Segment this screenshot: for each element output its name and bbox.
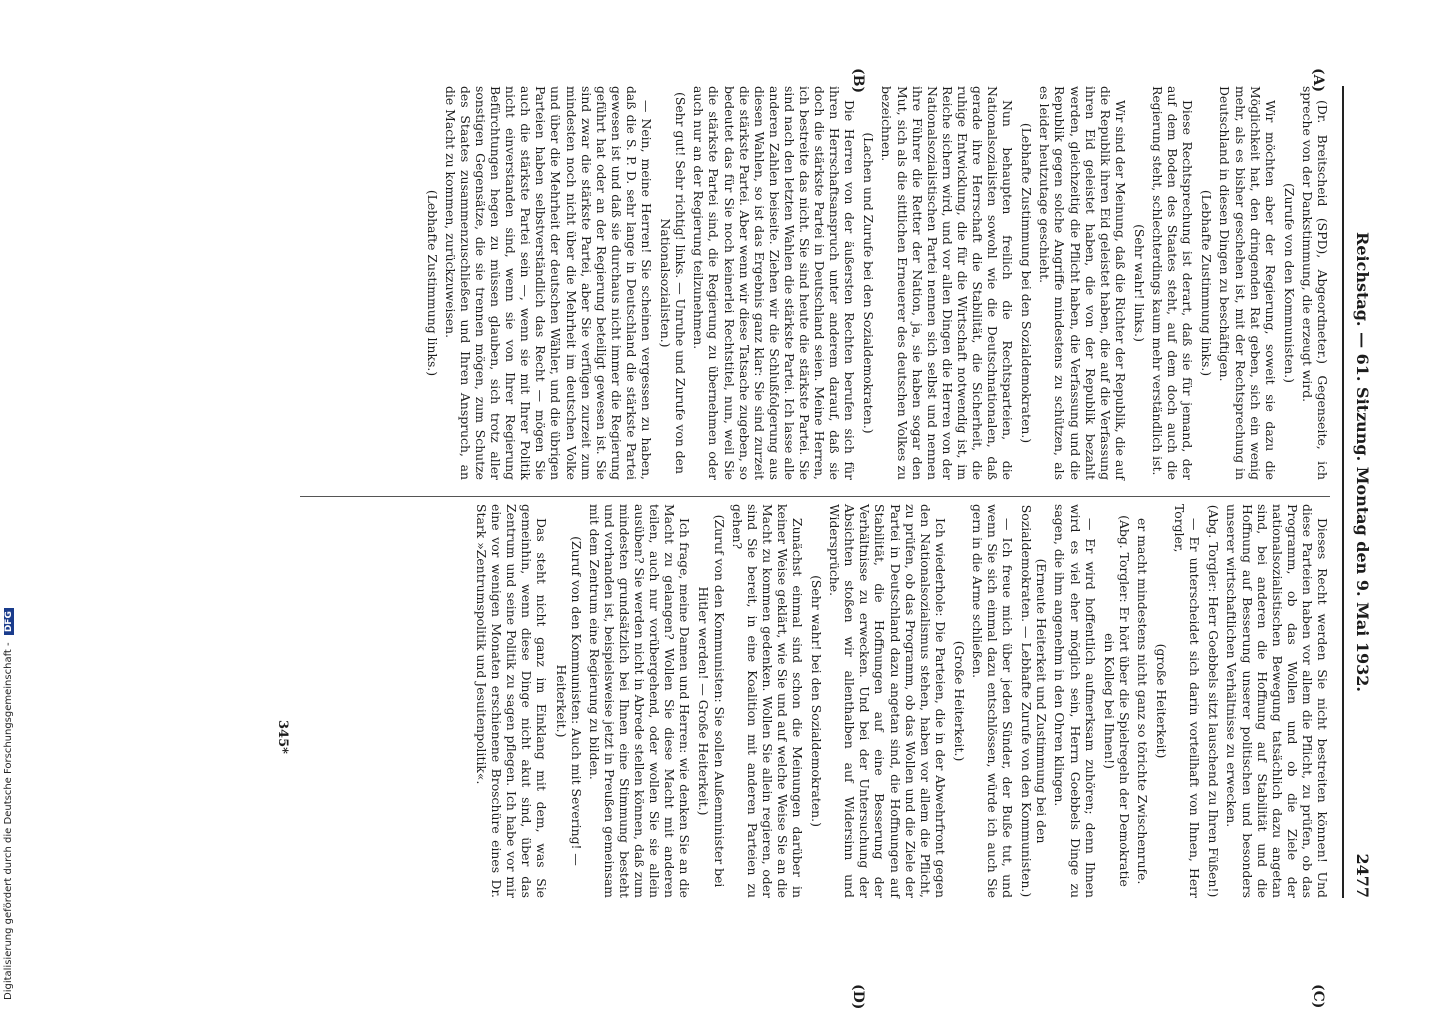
paragraph: Nun behaupten freilich die Rechtsparteien, die Nationalsozialisten sowohl wie die Deutschnationalen, daß gerade ihre Herrschaft die Stabilität, die Sicherheit, die ruhige Entwicklung, die für die Wirtschaft notwendig ist, im Reiche sichern wird, und vor allen Dingen die Herren von der Nationalsozialistischen Partei nennen sich selbst und nennen ihre Führer die Retter der Nation, ja, sie haben sogar den Mut, sich als die sittlichen Erneuerer des deutschen Volkes zu bezeichnen.: [879, 86, 1016, 480]
interjection: (Lachen und Zurufe bei den Sozialdemokraten.): [861, 132, 877, 434]
paragraph: Wir sind der Meinung, daß die Richter der Republik, die auf die Republik ihren Eid geleistet haben, die auf die Verfassung ihren Eid geleistet haben, die von der Republik bezahlt werden, gleichzeitig die Pflicht haben, die Verfassung und die Republik gegen solche Angriffe mindestens zu schützen, als es leider heutzutage geschieht.: [1037, 86, 1128, 480]
interjection: (Lebhafte Zustimmung links.): [1199, 189, 1215, 377]
interjection: (Sehr wahr! links.): [1131, 224, 1147, 342]
interjection: (Zuruf von den Kommunisten: Auch mit Severing! — Heiterkeit.): [553, 536, 584, 866]
paragraph: — Nein, meine Herren! Sie scheinen vergessen zu haben, daß die S. P. D. sehr lange in Deutschland die stärkste Partei gewesen ist und daß sie durchaus nicht immer die Regierung geführt hat oder an der Regierung beteiligt gewesen ist. Sie sind zwar die stärkste Partei, aber Sie verfügen zurzeit zum mindesten noch nicht über die Mehrheit im deutschen Volke und über die Mehrheit der deutschen Wähler, und die übrigen Parteien haben selbstverständlich das Recht — mögen Sie auch die stärkste Partei sein —, wenn sie mit Ihrer Politik nicht einverstanden sind, wenn sie von Ihrer Regierung Befürchtungen hegen zu müssen glauben, sich trotz aller sonstigen Gegensätze, die sie trennen mögen, zum Schutze des Staates zusammenzuschließen und Ihren Anspruch, an die Macht zu kommen, zurückzuweisen.: [442, 86, 655, 480]
dfg-logo: DFG: [4, 608, 14, 635]
margin-marker-d: (D): [850, 984, 866, 1009]
interjection: (Abg. Torgler: Er hört über die Spielregeln der Demokratie ein Kolleg bei Ihnen!): [1101, 515, 1132, 887]
margin-marker-b: (B): [850, 68, 866, 94]
printer-signature: 345*: [275, 720, 290, 754]
paragraph: Ich wiederhole: Die Parteien, die in der Abwehrfront gegen den Nationalsozialismus stehen, haben vor allem die Pflicht, zu prüfen, ob das Programm, ob das Wollen und die Ziele der Partei in Deutschland dazu angetan sind, die Hoffnungen auf Stabilität, die Hoffnungen auf eine Besserung der Verhältnisse zu erwecken. Und bei der Untersuchung der Absichten stoßen wir allenthalben auf Widersinn und Widersprüche.: [827, 504, 948, 898]
page-header: [1342, 86, 1378, 898]
left-text-column: [421, 86, 1330, 480]
paragraph: Die Herren von der äußersten Rechten berufen sich für ihren Herrschaftsanspruch unter anderem darauf, daß sie doch die stärkste Partei in Deutschland seien. Meine Herren, ich bestreite das nicht. Sie sind heute die stärkste Partei. Sie sind nach den letzten Wahlen die stärkste Partei. Ich lasse alle anderen Zahlen beiseite. Ziehen wir die Schlußfolgerung aus diesen Wahlen, so ist das Ergebnis ganz klar: Sie sind zurzeit die stärkste Partei. Aber wenn wir diese Tatsache zugeben, so bedeutet das für Sie noch keinerlei Rechtstitel, nun, weil Sie die stärkste Partei sind, die Regierung zu übernehmen oder auch nur an der Regierung teilzunehmen.: [691, 86, 858, 480]
paragraph: — Er unterscheidet sich darin vorteilhaft von Ihnen, Herr Torgler,: [1172, 504, 1203, 898]
interjection: (Erneute Heiterkeit und Zustimmung bei den Sozialdemokraten. — Lebhafte Zurufe von den Kommunisten.): [1019, 504, 1050, 898]
interjection: (Zuruf von den Kommunisten: Sie sollen Außenminister bei Hitler werden! — Große Heiterkeit.): [696, 514, 727, 888]
paragraph: — Er wird hoffentlich aufmerksam zuhören; denn Ihnen wird es viel eher möglich sein, Herrn Goebbels Dinge zu sagen, die ihm angenehm in den Ohren klingen.: [1052, 504, 1098, 898]
margin-marker-a: (A): [1310, 68, 1326, 93]
interjection: (Lebhafte Zustimmung bei den Sozialdemokraten.): [1019, 122, 1035, 444]
interjection: (große Heiterkeit): [1154, 643, 1170, 759]
interjection: (Große Heiterkeit.): [951, 640, 967, 762]
page-number: 2477: [1353, 853, 1372, 898]
column-divider: [300, 496, 1330, 497]
interjection: (Zurufe von den Kommunisten.): [1281, 183, 1297, 383]
paragraph: er macht mindestens nicht ganz so törichte Zwischenrufe.: [1134, 518, 1150, 885]
interjection: (Sehr wahr! bei den Sozialdemokraten.): [809, 575, 825, 827]
digitization-credit: [3, 6, 17, 1000]
paragraph: Das steht nicht ganz im Einklang mit dem, was Sie gemeinhin, wenn diese Dinge nicht akut sind, über das Zentrum und seine Politik zu sagen pflegen. Ich habe vor mir eine vor wenigen Monaten erschienene Broschüre eines Dr. Stark »Zentrumspolitik und Jesuitenpolitik«.: [474, 504, 550, 898]
paragraph: (Dr. Breitscheid (SPD), Abgeordneter.) Gegenseite, ich spreche von der Dankstimmung, die erzeugt wird.: [1299, 86, 1330, 480]
running-head: Reichstag. — 61. Sitzung. Montag den 9. Mai 1932.: [1353, 232, 1372, 692]
right-text-column: [471, 504, 1330, 898]
interjection: (Sehr gut! Sehr richtig! links. — Unruhe und Zurufe von den Nationalsozialisten.): [658, 92, 689, 474]
credit-text: Digitalisierung gefördert durch die Deutsche Forschungsgemeinschaft -: [3, 642, 14, 1000]
margin-marker-c: (C): [1310, 984, 1326, 1009]
paragraph: Dieses Recht werden Sie nicht bestreiten können! Und diese Parteien haben vor allem die Pflicht, zu prüfen, ob das Programm, ob das Wollen und ob die Ziele der nationalsozialistischen Bewegung tatsächlich dazu angetan sind, bei anderen die Hoffnung auf Stabilität und die Hoffnung auf Besserung unserer politischen und besonders unserer wirtschaftlichen Verhältnisse zu erwecken.: [1224, 504, 1330, 898]
paragraph: Diese Rechtsprechung ist derart, daß sie für jemand, der auf dem Boden des Staates steht, auf dem doch auch die Regierung steht, schlechterdings kaum mehr verständlich ist.: [1150, 86, 1196, 480]
interjection: (Lebhafte Zustimmung links.): [424, 189, 440, 377]
interjection: (Abg. Torgler: Herr Goebbels sitzt lauschend zu Ihren Füßen!): [1206, 504, 1222, 898]
paragraph: Zunächst einmal sind schon die Meinungen darüber in keiner Weise geklärt, wie Sie und auf welche Weise Sie an die Macht zu kommen gedenken. Wollen Sie allein regieren, oder sind Sie bereit, in eine Koalition mit anderen Parteien zu gehen?: [729, 504, 805, 898]
paragraph: Wir möchten aber der Regierung, soweit sie dazu die Möglichkeit hat, den dringenden Rat geben, sich ein wenig mehr, als es bisher geschehen ist, mit der Rechtsprechung in Deutschland in diesen Dingen zu beschäftigen.: [1217, 86, 1278, 480]
paragraph: — Ich freue mich über jeden Sünder, der Buße tut, und wenn Sie sich einmal dazu entschlössen, würde ich auch Sie gern in die Arme schließen.: [970, 504, 1016, 898]
paragraph: Ich frage, meine Damen und Herren: wie denken Sie an die Macht zu gelangen? Wollen Sie diese Macht mit anderen teilen, auch nur vorübergehend, oder wollen Sie sie allein ausüben? Sie werden nicht in Abrede stellen können, daß zum mindesten grundsätzlich bei Ihnen eine Stimmung besteht und vorhanden ist, beispielsweise jetzt in Preußen gemeinsam mit dem Zentrum eine Regierung zu bilden.: [586, 504, 693, 898]
